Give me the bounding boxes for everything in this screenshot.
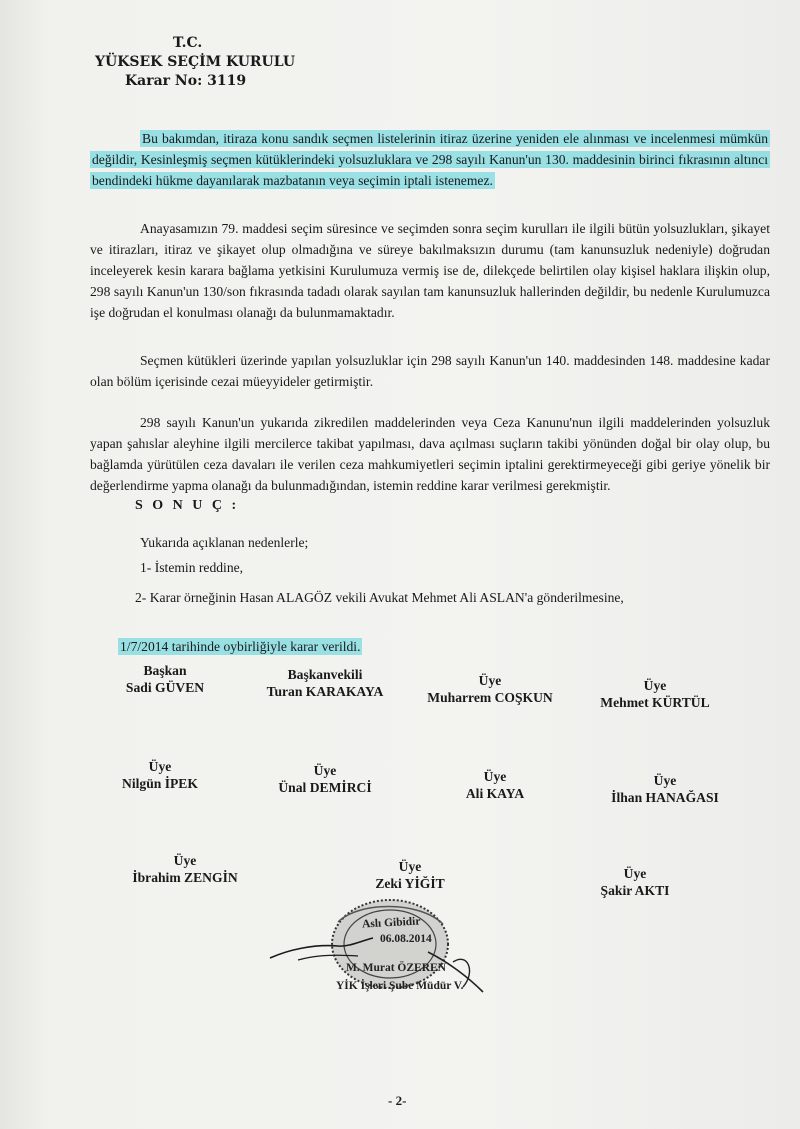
document-header bbox=[95, 34, 295, 91]
paragraph-2 bbox=[90, 218, 770, 323]
member-name: İlhan HANAĞASI bbox=[611, 790, 719, 805]
member-name: Nilgün İPEK bbox=[122, 776, 198, 791]
member-5 bbox=[255, 762, 395, 796]
member-title: Üye bbox=[478, 673, 502, 688]
seal-date: 06.08.2014 bbox=[380, 933, 432, 945]
member-name: İbrahim ZENGİN bbox=[132, 870, 238, 885]
member-title: Başkanvekili bbox=[287, 667, 363, 682]
result-item-2: 2- Karar örneğinin Hasan ALAGÖZ vekili Avukat Mehmet Ali ASLAN'a gönderilmesine, bbox=[135, 590, 624, 605]
paragraph-4-text: 298 sayılı Kanun'un yukarıda zikredilen maddelerinden veya Ceza Kanunu'nun ilgili maddelerinden yolsuzluk yapan şahıslar aleyhine ilgili mercilerce takibat yapılması, dava açılması suçların takibi yönünden doğal bir olay olup, bu bağlamda yürütülen ceza davaları ile verilen ceza mahkumiyetleri seçimin iptalini gerektirmeyeceği gibi geriye yönelik bir değerlendirme yapma olanağı da bulunmadığından, istemin reddine karar verilmesi gerekmiştir. bbox=[90, 415, 770, 493]
member-1 bbox=[250, 666, 400, 700]
member-title: Başkan bbox=[143, 663, 187, 678]
member-name: Muharrem COŞKUN bbox=[427, 690, 553, 705]
member-title: Üye bbox=[623, 866, 647, 881]
member-10 bbox=[575, 865, 695, 899]
member-3 bbox=[580, 677, 730, 711]
result-heading: S O N U Ç : bbox=[135, 498, 240, 513]
paragraph-2-text: Anayasamızın 79. maddesi seçim süresince ve seçimden sonra seçim kurulları ile ilgili bütün yolsuzlukları, şikayet ve itirazları, itiraz ve şikayet olup olmadığına ve süreye bakılmaksızın durumu (tam kanunsuzluk nedeniyle) doğrudan inceleyerek kesin karara bağlama yetkisini Kurulumuza vermiş ise de, dilekçede belirtilen olay kişisel haklara ilişkin olup, 298 sayılı Kanun'un 130/son fıkrasında tadadı olarak sayılan tam kanunsuzluk hallerinden değildir, bu nedenle Kurulumuzca işe doğrudan el konulması olanağı da bulunmamaktadır. bbox=[90, 221, 770, 320]
page-number: - 2- bbox=[388, 1093, 407, 1108]
member-7 bbox=[590, 772, 740, 806]
highlighted-final-line: 1/7/2014 tarihinde oybirliğiyle karar verildi. bbox=[120, 639, 361, 654]
member-name: Mehmet KÜRTÜL bbox=[600, 695, 710, 710]
tc-label: T.C. bbox=[173, 35, 203, 51]
result-intro: Yukarıda açıklanan nedenlerle; bbox=[140, 535, 309, 550]
member-name: Ali KAYA bbox=[465, 786, 525, 801]
result-final bbox=[118, 639, 362, 655]
member-title: Üye bbox=[313, 763, 337, 778]
institution-name: YÜKSEK SEÇİM KURULU bbox=[95, 54, 296, 70]
decision-number: Karar No: 3119 bbox=[125, 73, 247, 89]
member-title: Üye bbox=[653, 773, 677, 788]
member-name: Sadi GÜVEN bbox=[125, 680, 205, 695]
member-title: Üye bbox=[148, 759, 172, 774]
member-9 bbox=[350, 858, 470, 892]
member-0 bbox=[110, 662, 220, 696]
paragraph-4 bbox=[90, 412, 770, 496]
result-item-1: 1- İstemin reddine, bbox=[140, 560, 244, 575]
member-title: Üye bbox=[173, 853, 197, 868]
paragraph-3 bbox=[90, 350, 770, 392]
paragraph-1 bbox=[90, 128, 770, 191]
member-8 bbox=[110, 852, 260, 886]
seal-official-name: M. Murat ÖZEREN bbox=[346, 962, 446, 974]
member-name: Şakir AKTI bbox=[600, 883, 670, 898]
member-title: Üye bbox=[483, 769, 507, 784]
member-title: Üye bbox=[643, 678, 667, 693]
member-6 bbox=[440, 768, 550, 802]
member-name: Turan KARAKAYA bbox=[266, 684, 384, 699]
member-name: Ünal DEMİRCİ bbox=[278, 780, 372, 795]
member-name: Zeki YİĞİT bbox=[375, 876, 445, 891]
member-2 bbox=[415, 672, 565, 706]
paragraph-3-text: Seçmen kütükleri üzerinde yapılan yolsuzluklar için 298 sayılı Kanun'un 140. maddesinden 148. maddesine kadar olan bölüm içerisinde cezai müeyyideler getirmiştir. bbox=[90, 353, 770, 389]
member-4 bbox=[105, 758, 215, 792]
seal-line-1: Aslı Gibidir bbox=[361, 915, 421, 931]
seal-office: YİK İşleri Şube Müdür V. bbox=[336, 980, 464, 992]
highlighted-paragraph: Bu bakımdan, itiraza konu sandık seçmen listelerinin itiraz üzerine yeniden ele alınması ve incelenmesi mümkün değildir, Kesinleşmiş seçmen kütüklerindeki yolsuzluklara ve 298 sayılı Kanun'un 130. maddesinin birinci fıkrasının altıncı bendindeki hükme dayanılarak mazbatanın veya seçimin iptali istenemez. bbox=[92, 131, 768, 188]
member-title: Üye bbox=[398, 859, 422, 874]
